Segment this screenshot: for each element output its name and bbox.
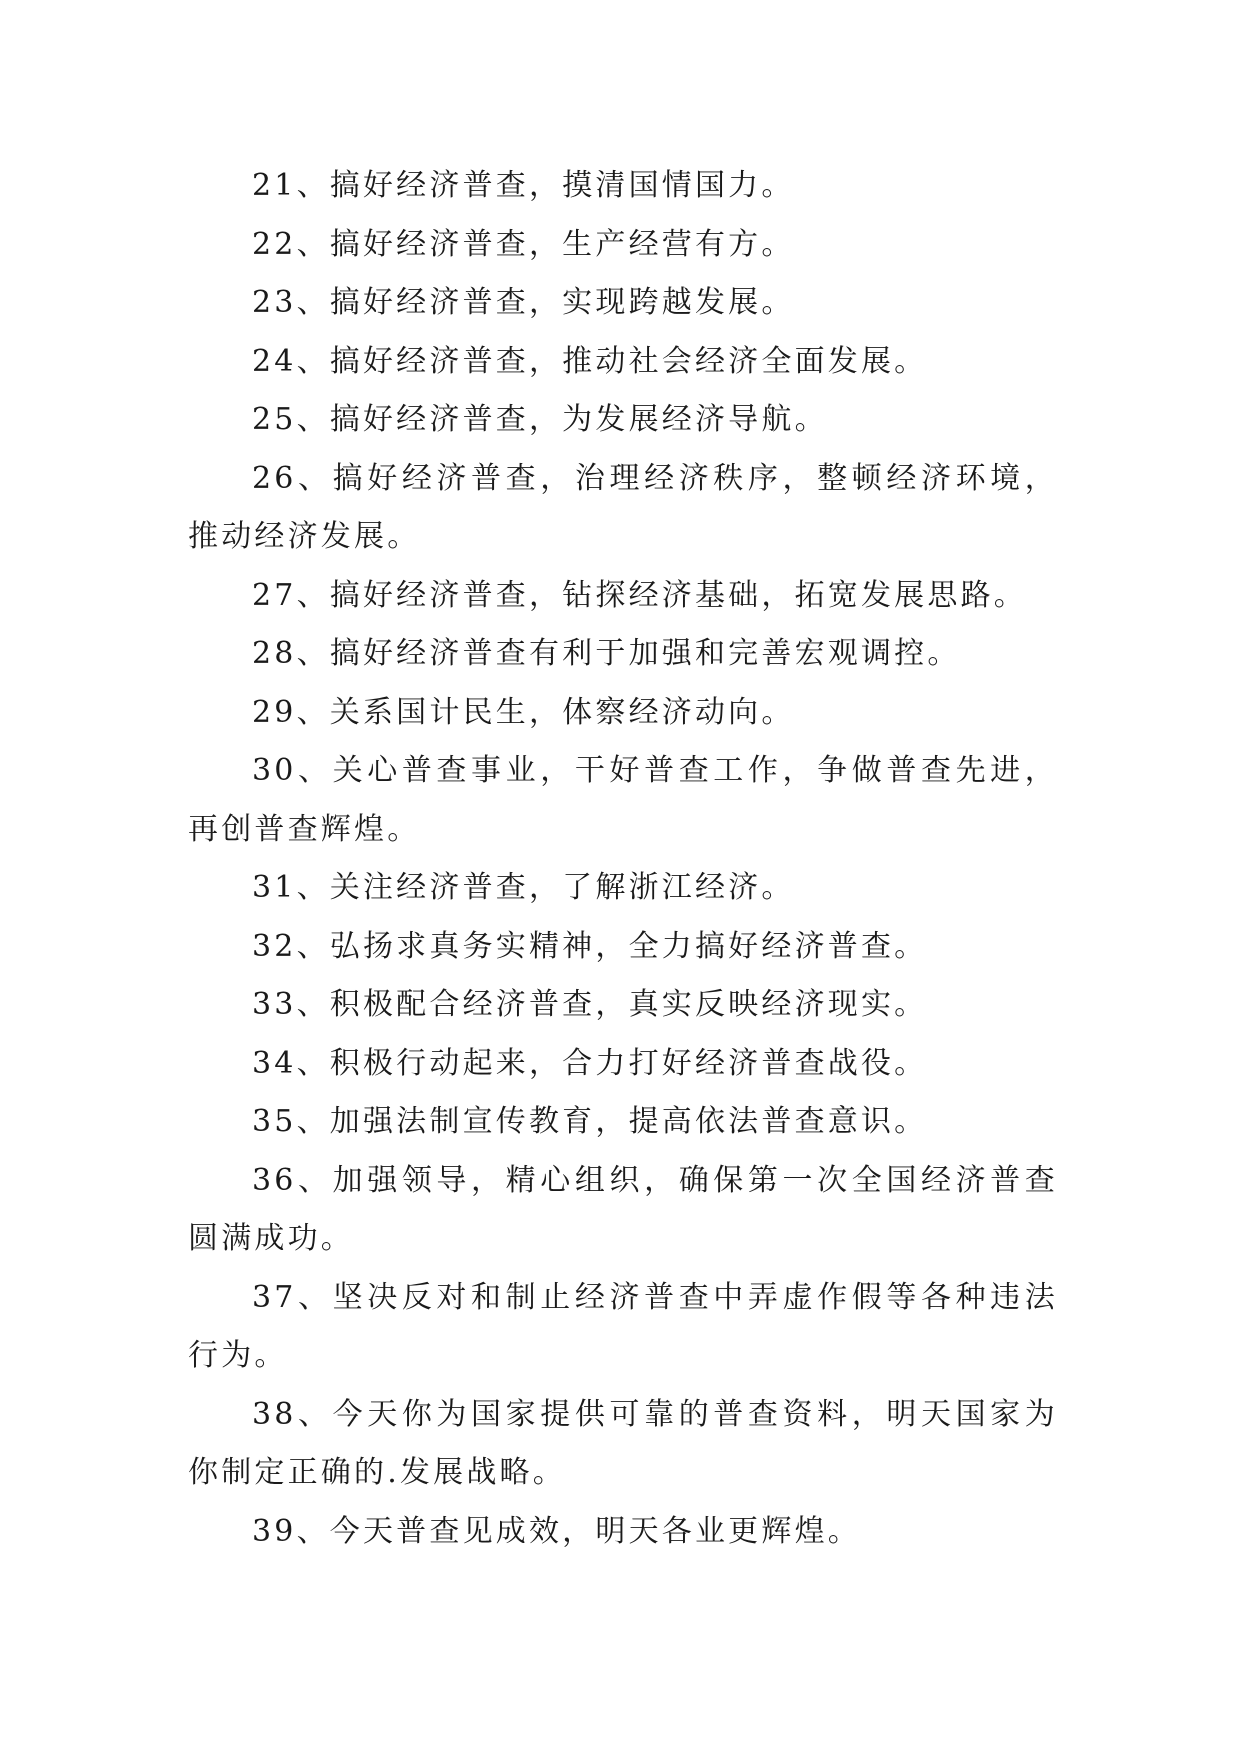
slogan-paragraph: 36、加强领导，精心组织，确保第一次全国经济普查圆满成功。 xyxy=(188,1162,1058,1256)
slogan-paragraph: 38、今天你为国家提供可靠的普查资料，明天国家为你制定正确的.发展战略。 xyxy=(188,1396,1058,1490)
slogan-paragraph: 23、搞好经济普查，实现跨越发展。 xyxy=(252,285,795,320)
slogan-paragraph: 28、搞好经济普查有利于加强和完善宏观调控。 xyxy=(252,636,961,671)
slogan-paragraph: 32、弘扬求真务实精神，全力搞好经济普查。 xyxy=(252,928,928,964)
slogan-paragraph: 27、搞好经济普查，钻探经济基础，拓宽发展思路。 xyxy=(252,577,1027,613)
slogan-paragraph: 37、坚决反对和制止经济普查中弄虚作假等各种违法行为。 xyxy=(188,1279,1058,1373)
slogan-paragraph: 26、搞好经济普查，治理经济秩序，整顿经济环境，推动经济发展。 xyxy=(188,460,1058,554)
slogan-paragraph: 24、搞好经济普查，推动社会经济全面发展。 xyxy=(252,343,928,379)
slogan-paragraph: 31、关注经济普查，了解浙江经济。 xyxy=(252,870,795,905)
slogan-paragraph: 29、关系国计民生，体察经济动向。 xyxy=(252,694,795,730)
slogan-paragraph: 25、搞好经济普查，为发展经济导航。 xyxy=(252,402,828,437)
slogan-paragraph: 30、关心普查事业，干好普查工作，争做普查先进，再创普查辉煌。 xyxy=(188,753,1058,847)
slogan-paragraph: 21、搞好经济普查，摸清国情国力。 xyxy=(252,168,795,203)
slogan-paragraph: 35、加强法制宣传教育，提高依法普查意识。 xyxy=(252,1104,928,1139)
document-body xyxy=(188,157,1058,1561)
slogan-paragraph: 39、今天普查见成效，明天各业更辉煌。 xyxy=(252,1513,861,1549)
slogan-paragraph: 22、搞好经济普查，生产经营有方。 xyxy=(252,226,795,262)
slogan-paragraph: 34、积极行动起来，合力打好经济普查战役。 xyxy=(252,1045,928,1081)
slogan-paragraph: 33、积极配合经济普查，真实反映经济现实。 xyxy=(252,987,928,1022)
